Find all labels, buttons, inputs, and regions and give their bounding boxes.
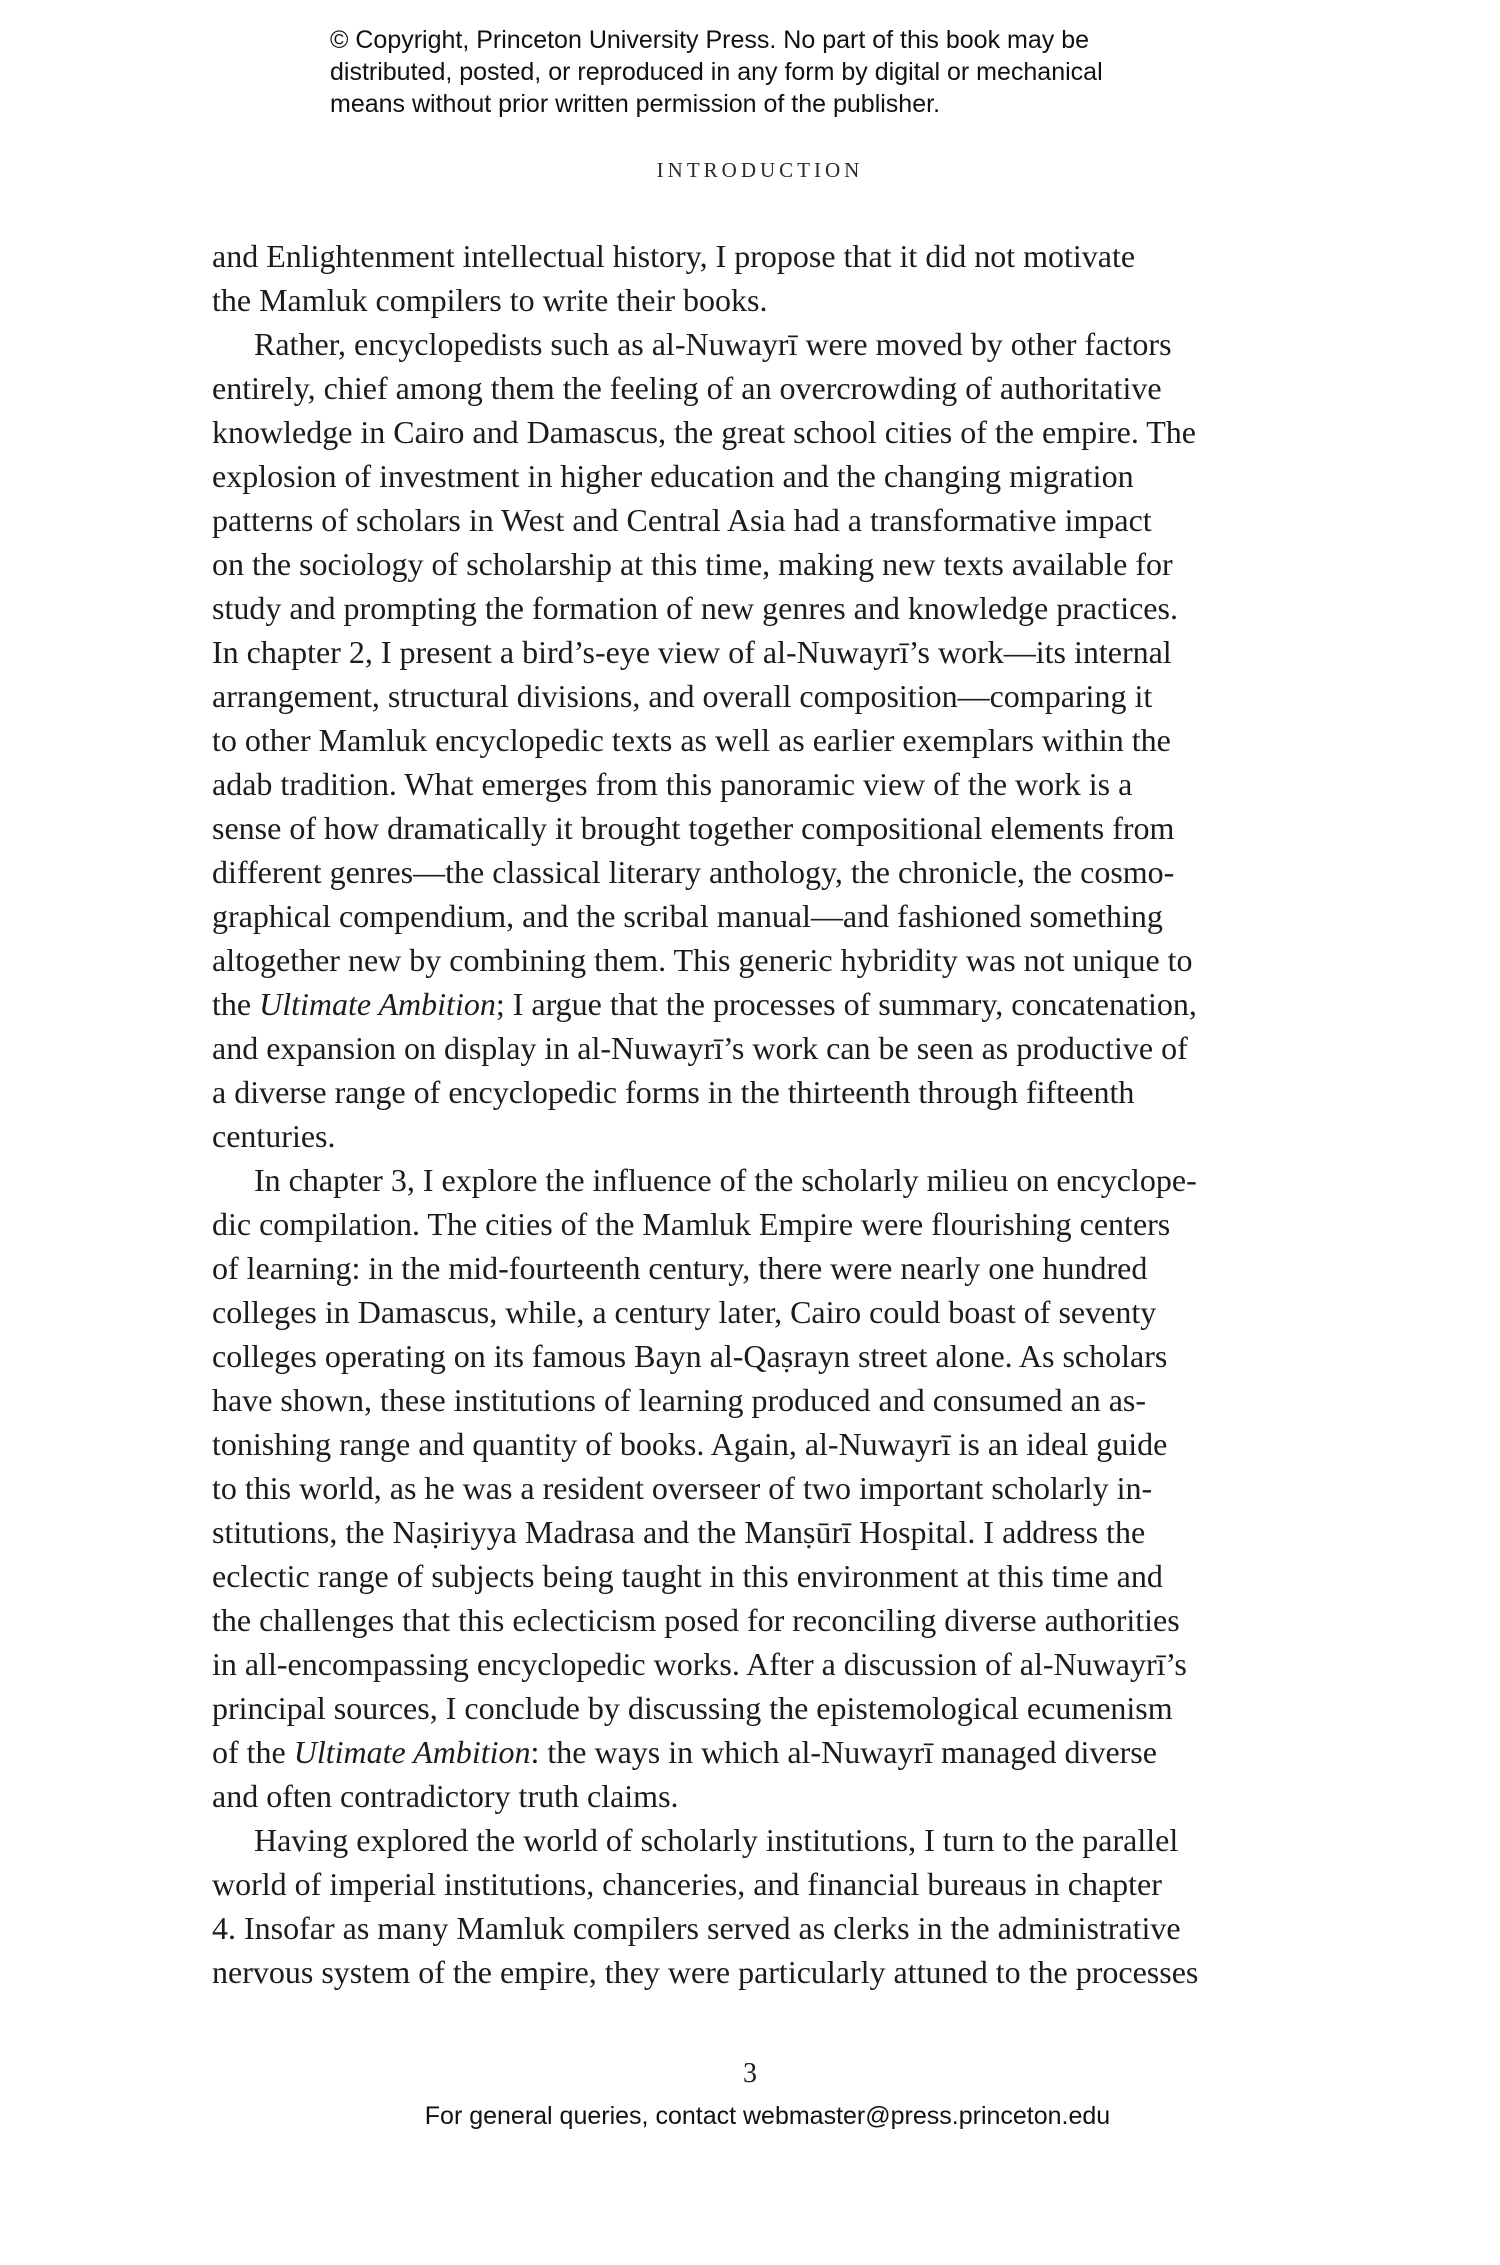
text-fragment: ; I argue that the processes of summary, concatenation, [495, 986, 1197, 1022]
text-line: entirely, chief among them the feeling of an overcrowding of authoritative [212, 370, 1162, 406]
text-line: study and prompting the formation of new genres and knowledge practices. [212, 590, 1178, 626]
text-line: a diverse range of encyclopedic forms in the thirteenth through fifteenth [212, 1074, 1135, 1110]
text-line: to other Mamluk encyclopedic texts as well as earlier exemplars within the [212, 722, 1171, 758]
text-line: and often contradictory truth claims. [212, 1778, 679, 1814]
copyright-notice [330, 24, 1230, 120]
page-number: 3 [743, 2058, 757, 2089]
text-line: nervous system of the empire, they were particularly attuned to the processes [212, 1954, 1199, 1990]
text-line: different genres—the classical literary anthology, the chronicle, the cosmo- [212, 854, 1175, 890]
text-line [212, 1730, 1292, 1774]
text-line: altogether new by combining them. This generic hybridity was not unique to [212, 942, 1193, 978]
text-line: colleges in Damascus, while, a century later, Cairo could boast of seventy [212, 1294, 1157, 1330]
text-line: the challenges that this eclecticism posed for reconciling diverse authorities [212, 1602, 1180, 1638]
text-fragment: : the ways in which al-Nuwayrī managed diverse [530, 1734, 1157, 1770]
text-line: knowledge in Cairo and Damascus, the great school cities of the empire. The [212, 414, 1196, 450]
text-line: patterns of scholars in West and Central Asia had a transformative impact [212, 502, 1152, 538]
copyright-line: distributed, posted, or reproduced in any form by digital or mechanical [330, 58, 1103, 86]
book-title-italic: Ultimate Ambition [259, 986, 496, 1022]
copyright-line: means without prior written permission of the publisher. [330, 90, 941, 118]
text-fragment: of the [212, 1734, 294, 1770]
text-fragment: the [212, 986, 260, 1022]
text-line: principal sources, I conclude by discussing the epistemological ecumenism [212, 1690, 1173, 1726]
text-line: of learning: in the mid-fourteenth century, there were nearly one hundred [212, 1250, 1148, 1286]
text-line: on the sociology of scholarship at this time, making new texts available for [212, 546, 1173, 582]
text-line: adab tradition. What emerges from this panoramic view of the work is a [212, 766, 1133, 802]
text-line: to this world, as he was a resident overseer of two important scholarly in- [212, 1470, 1153, 1506]
text-line: eclectic range of subjects being taught in this environment at this time and [212, 1558, 1163, 1594]
text-line: in all-encompassing encyclopedic works. After a discussion of al-Nuwayrī’s [212, 1646, 1187, 1682]
running-head: INTRODUCTION [656, 158, 864, 182]
text-line: dic compilation. The cities of the Mamluk Empire were flourishing centers [212, 1206, 1171, 1242]
text-line: arrangement, structural divisions, and overall composition—comparing it [212, 678, 1153, 714]
text-line: In chapter 2, I present a bird’s-eye view of al-Nuwayrī’s work—its internal [212, 634, 1172, 670]
body-text [212, 234, 1292, 1994]
text-line: world of imperial institutions, chanceries, and financial bureaus in chapter [212, 1866, 1162, 1902]
text-line: have shown, these institutions of learning produced and consumed an as- [212, 1382, 1146, 1418]
copyright-line: © Copyright, Princeton University Press. No part of this book may be [330, 26, 1090, 54]
contact-footer: For general queries, contact webmaster@press.princeton.edu [424, 2102, 1111, 2130]
text-line: graphical compendium, and the scribal manual—and fashioned something [212, 898, 1163, 934]
text-line: and expansion on display in al-Nuwayrī’s work can be seen as productive of [212, 1030, 1188, 1066]
text-line: In chapter 3, I explore the influence of the scholarly milieu on encyclope- [254, 1162, 1197, 1198]
text-line: explosion of investment in higher education and the changing migration [212, 458, 1134, 494]
text-line: Rather, encyclopedists such as al-Nuwayrī were moved by other factors [254, 326, 1172, 362]
text-line: 4. Insofar as many Mamluk compilers served as clerks in the administrative [212, 1910, 1181, 1946]
text-line [212, 982, 1292, 1026]
text-line: tonishing range and quantity of books. Again, al-Nuwayrī is an ideal guide [212, 1426, 1168, 1462]
text-line: Having explored the world of scholarly institutions, I turn to the parallel [254, 1822, 1179, 1858]
text-line: the Mamluk compilers to write their books. [212, 282, 768, 318]
book-title-italic: Ultimate Ambition [293, 1734, 531, 1770]
text-line: stitutions, the Naṣiriyya Madrasa and the Manṣūrī Hospital. I address the [212, 1514, 1146, 1550]
text-line: sense of how dramatically it brought together compositional elements from [212, 810, 1175, 846]
text-line: centuries. [212, 1118, 336, 1154]
text-line: colleges operating on its famous Bayn al-Qaṣrayn street alone. As scholars [212, 1338, 1168, 1374]
text-line: and Enlightenment intellectual history, I propose that it did not motivate [212, 238, 1136, 274]
